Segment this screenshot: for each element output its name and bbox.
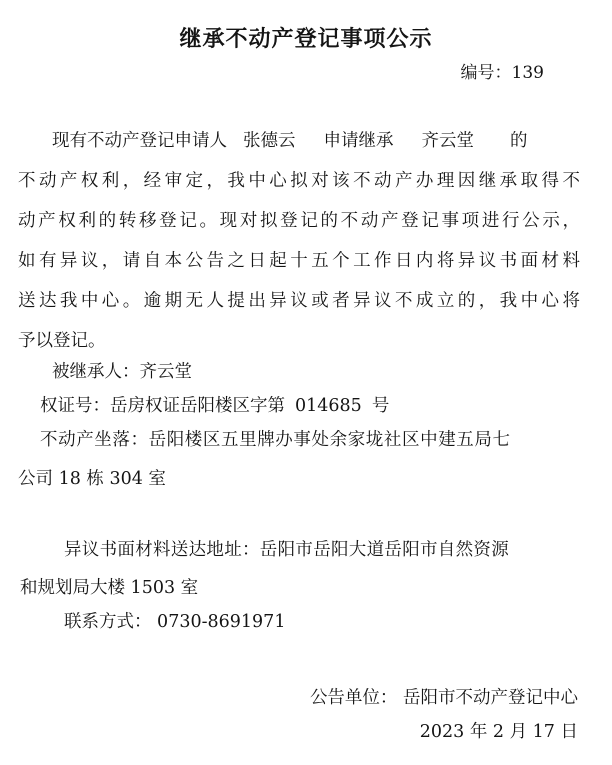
body-line-1 [52, 133, 528, 151]
body-line-3: 动产权利的转移登记。现对拟登记的不动产登记事项进行公示， [18, 211, 580, 231]
particle-de: 的 [510, 131, 528, 151]
location-line-2: 公司 18 栋 304 室 [18, 469, 166, 489]
inherit-label: 申请继承 [323, 131, 394, 151]
publisher: 公告单位： 岳阳市不动产登记中心 [309, 688, 578, 708]
heir-field: 被继承人：齐云堂 [52, 362, 192, 382]
applicant-name: 张德云 [243, 131, 296, 151]
document-title: 继承不动产登记事项公示 [179, 27, 433, 52]
cert-number: 014685 [295, 396, 362, 416]
body-line-2: 不动产权利，经审定，我中心拟对该不动产办理因继承取得不 [18, 171, 580, 191]
body-line-5: 送达我中心。逾期无人提出异议或者异议不成立的，我中心将 [18, 291, 580, 311]
contact-info: 联系方式： 0730-8691971 [64, 612, 286, 632]
cert-label: 权证号：岳房权证岳阳楼区字第 [40, 396, 285, 416]
location-line-1: 不动产坐落：岳阳楼区五里牌办事处余家垅社区中建五局七 [40, 430, 511, 450]
body-line-6: 予以登记。 [18, 331, 106, 351]
deceased-name: 齐云堂 [421, 131, 474, 151]
objection-address-line-1: 异议书面材料送达地址：岳阳市岳阳大道岳阳市自然资源 [64, 540, 509, 560]
intro-prefix: 现有不动产登记申请人 [52, 131, 227, 151]
cert-suffix: 号 [371, 396, 390, 416]
publish-date: 2023 年 2 月 17 日 [419, 722, 578, 742]
document-number: 编号：139 [460, 63, 544, 83]
body-line-4: 如有异议，请自本公告之日起十五个工作日内将异议书面材料 [18, 251, 580, 271]
cert-field [40, 398, 389, 416]
objection-address-line-2: 和规划局大楼 1503 室 [20, 578, 199, 598]
